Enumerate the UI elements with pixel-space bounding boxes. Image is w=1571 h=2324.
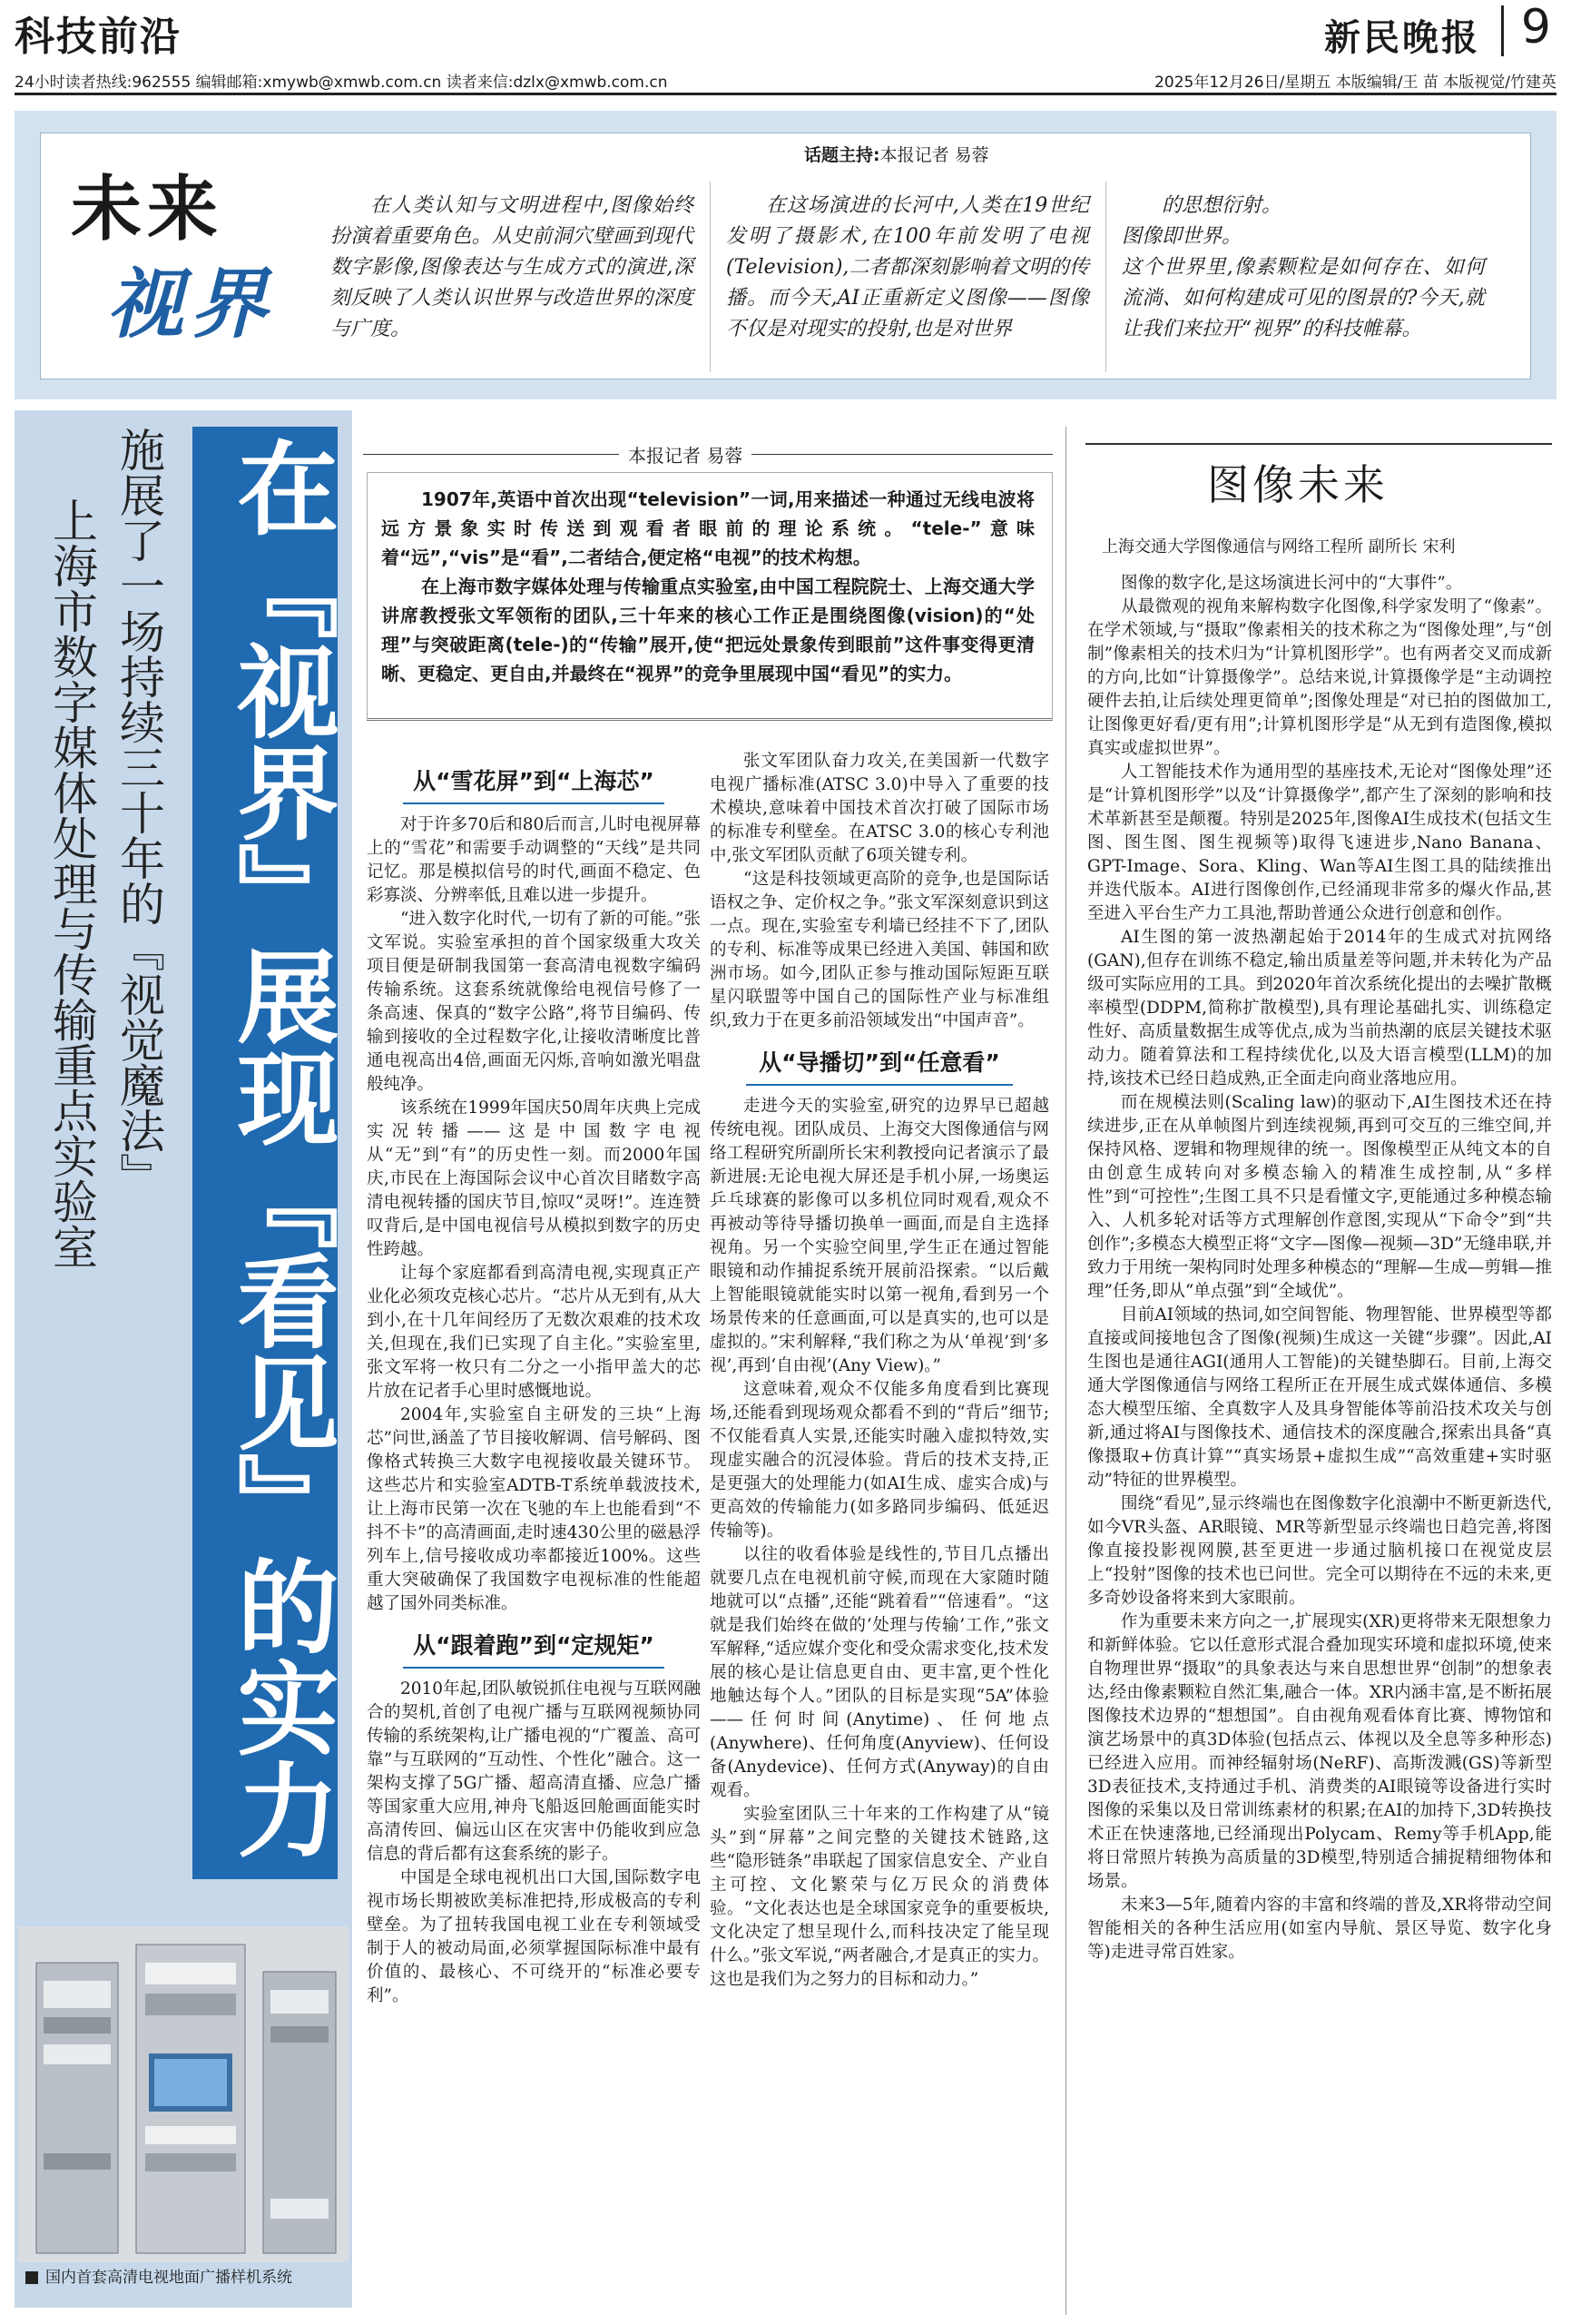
intro-text-1: 在人类认知与文明进程中,图像始终扮演着重要角色。从史前洞穴壁画到现代数字影像,图像表达与生成方式的演进,深刻反映了人类认识世界与改造世界的深度与广度。 xyxy=(330,194,693,340)
column-title: 图像未来 xyxy=(1207,460,1389,509)
contact-info: 24小时读者热线:962555 编辑邮箱:xmywb@xmwb.com.cn 读者来信:dzlx@xmwb.com.cn xyxy=(15,74,668,92)
subheading-standards: 从“跟着跑”到“定规矩” xyxy=(413,1632,654,1659)
paragraph: 对于许多70后和80后而言,儿时电视屏幕上的“雪花”和需要手动调整的“天线”是共同记忆。那是模拟信号的时代,画面不稳定、色彩寡淡、分辨率低,且难以进一步提升。 xyxy=(367,815,701,905)
masthead-divider xyxy=(1501,5,1504,56)
paragraph: 从最微观的视角来解构数字化图像,科学家发明了“像素”。在学术领域,与“摄取”像素相关的技术称之为“图像处理”,与“创制”像素相关的技术归为“计算机图形学”。也有两者交叉而成新的方向,比如“计算摄像学”。总结来说,计算摄像学是“主动调控硬件去拍,让后续处理更简单”;图像处理是“对已拍的图做加工,让图像更好看/更有用”;计算机图形学是“从无到有造图像,模拟真实或虚拟世界”。 xyxy=(1087,597,1552,758)
equipment-illustration xyxy=(18,1926,349,2262)
intro-text-2: 在这场演进的长河中,人类在19世纪发明了摄影术,在100年前发明了电视(Television),二者都深刻影响着文明的传播。而今天,AI正重新定义图像——图像不仅是对现实的投射,也是对世界 xyxy=(726,194,1089,340)
subheading-rule xyxy=(403,803,664,804)
date-editors: 2025年12月26日/星期五 本版编辑/王 苗 本版视觉/竹建英 xyxy=(1154,74,1556,92)
paragraph: 以往的收看体验是线性的,节目几点播出就要几点在电视机前守候,而现在大家随时随地就可以“点播”,还能“跳着看”“倍速看”。“这就是我们始终在做的‘处理与传输’工作,”张文军解释,“适应媒介变化和受众需求变化,技术发展的核心是让信息更自由、更丰富,更个性化地触达每个人。”团队的目标是实现“5A”体验——任何时间(Anytime)、任何地点(Anywhere)、任何角度(Anyview)、任何设备(Anydevice)、任何方式(Anyway)的自由观看。 xyxy=(710,1545,1049,1800)
caption-marker xyxy=(25,2271,38,2284)
paragraph: 让每个家庭都看到高清电视,实现真正产业化必须攻克核心芯片。“芯片从无到有,从大到小,在十几年间经历了无数次艰难的技术攻关,但现在,我们已实现了自主化。”实验室里,张文军将一枚只有二分之一小指甲盖大的芯片放在记者手心里时感慨地说。 xyxy=(367,1264,701,1401)
subheading-snow-screen: 从“雪花屏”到“上海芯” xyxy=(413,768,654,794)
paragraph: 这意味着,观众不仅能多角度看到比赛现场,还能看到现场观众都看不到的“背后”细节;不仅能看真人实景,还能实时融入虚拟特效,实现虚实融合的沉浸体验。背后的技术支持,正是更强大的处理能力(如AI生成、虚实合成)与更高效的传输能力(如多路同步编码、低延迟传输等)。 xyxy=(710,1380,1049,1541)
paragraph: AI生图的第一波热潮起始于2014年的生成式对抗网络(GAN),但存在训练不稳定,输出质量差等问题,并未转化为产品级可实际应用的工具。到2020年首次系统化提出的去噪扩散概率模型(DDPM,简称扩散模型),具有理论基础扎实、训练稳定性好、高质量数据生成等优点,成为当前热潮的底层关键技术驱动力。随着算法和工程持续优化,以及大语言模型(LLM)的加持,该技术已经日趋成熟,正全面走向商业落地应用。 xyxy=(1087,928,1552,1088)
top-rule xyxy=(15,93,1556,95)
column-tag-line1: 未来 xyxy=(71,169,224,251)
paragraph: “这是科技领域更高阶的竞争,也是国际话语权之争、定价权之争。”张文军深刻意识到这一点。现在,实验室专利墙已经挂不下了,团队的专利、标准等成果已经进入美国、韩国和欧洲市场。如今,团队正参与推动国际短距互联星闪联盟等中国自己的国际性产业与标准组织,致力于在更多前沿领域发出“中国声音”。 xyxy=(710,870,1049,1030)
article-column-1 xyxy=(367,763,701,2008)
column-title-rule xyxy=(1085,443,1552,445)
moderator-name: 本报记者 易蓉 xyxy=(879,145,989,165)
paragraph: 人工智能技术作为通用型的基座技术,无论对“图像处理”还是“计算机图形学”以及“计算摄像学”,都产生了深刻的影响和技术革新甚至是颠覆。特别是2025年,图像AI生成技术(包括文生图、图生图、图生视频等)取得飞速进步,Nano Banana、GPT-Image、Sora、Kling、Wan等AI生图工具的陆续推出并迭代版本。AI进行图像创作,已经涌现非常多的爆火作品,甚至进入平台生产力工具池,帮助普通公众进行创意和创作。 xyxy=(1087,763,1552,923)
paragraph: 未来3—5年,随着内容的丰富和终端的普及,XR将带动空间智能相关的各种生活应用(如室内导航、景区导览、数字化身等)走进寻常百姓家。 xyxy=(1087,1896,1552,1962)
main-headline: 在『视界』展现『看见』的实力 xyxy=(221,436,339,1859)
intro-text-3: 的思想衍射。 图像即世界。 这个世界里,像素颗粒是如何存在、如何流淌、如何构建成可见的图景的?今天,就让我们来拉开“视界”的科技帷幕。 xyxy=(1122,194,1485,340)
subtitle-line1: 施展了一场持续三十年的『视觉魔法』 xyxy=(113,427,165,1198)
paragraph: 围绕“看见”,显示终端也在图像数字化浪潮中不断更新迭代,如今VR头盔、AR眼镜、MR等新型显示终端也日趋完善,将图像直接投影视网膜,甚至更进一步通过脑机接口在视觉皮层上“投射”图像的技术也已问世。完全可以期待在不远的未来,更多奇妙设备将来到大家眼前。 xyxy=(1087,1494,1552,1608)
photo-caption xyxy=(25,2266,349,2290)
paragraph: 中国是全球电视机出口大国,国际数字电视市场长期被欧美标准把持,形成极高的专利壁垒。为了扭转我国电视工业在专利领域受制于人的被动局面,必须掌握国际标准中最有价值的、最核心、不可绕开的“标准必要专利”。 xyxy=(367,1868,701,2005)
lead-paragraph: 在上海市数字媒体处理与传输重点实验室,由中国工程院院士、上海交通大学讲席教授张文军领衔的团队,三十年来的核心工作正是围绕图像(vision)的“处理”与突破距离(tele-)的“传输”展开,使“把远处景象传到眼前”这件事变得更清晰、更稳定、更自由,并最终在“视界”的竞争里展现中国“看见”的实力。 xyxy=(381,576,1035,684)
paragraph: 走进今天的实验室,研究的边界早已超越传统电视。团队成员、上海交大图像通信与网络工程研究所副所长宋利教授向记者演示了最新进展:无论电视大屏还是手机小屏,一场奥运乒乓球赛的影像可以多机位同时观看,观众不再被动等待导播切换单一画面,而是自主选择视角。另一个实验空间里,学生正在通过智能眼镜和动作捕捉系统开展前沿探索。“以后戴上智能眼镜就能实时以第一视角,看到另一个场景传来的任意画面,可以是真实的,也可以是虚拟的。”宋利解释,“我们称之为从‘单视’到‘多视’,再到‘自由视’(Any View)。” xyxy=(710,1097,1049,1375)
lab-equipment-photo xyxy=(18,1926,349,2262)
paragraph: 作为重要未来方向之一,扩展现实(XR)更将带来无限想象力和新鲜体验。它以任意形式混合叠加现实环境和虚拟环境,使来自物理世界“摄取”的具象表达与来自思想世界“创制”的想象表达,经由像素颗粒自然汇集,融合一体。XR内涵丰富,是不断拓展图像技术边界的“想想国”。自由视角观看体育比赛、博物馆和演艺场景中的真3D体验(包括点云、体视以及全息等多种形态)已经进入应用。而神经辐射场(NeRF)、高斯泼溅(GS)等新型3D表征技术,支持通过手机、消费类的AI眼镜等设备进行实时图像的采集以及日常训练素材的积累;在AI的加持下,3D转换技术正在快速落地,已经涌现出Polycam、Remy等手机App,能将日常照片转换为高质量的3D模型,特别适合捕捉精细物体和场景。 xyxy=(1087,1612,1552,1891)
article-lead xyxy=(381,485,1035,688)
paragraph: 图像的数字化,是这场演进长河中的“大事件”。 xyxy=(1121,574,1463,593)
column-author: 上海交通大学图像通信与网络工程所 副所长 宋利 xyxy=(1102,537,1456,556)
section-title: 科技前沿 xyxy=(15,14,182,60)
article-byline: 本报记者 易蓉 xyxy=(619,441,751,468)
paragraph: 目前AI领域的热词,如空间智能、物理智能、世界模型等都直接或间接地包含了图像(视频)生成这一关键“步骤”。因此,AI生图也是通往AGI(通用人工智能)的关键垫脚石。目前,上海交通大学图像通信与网络工程所正在开展生成式媒体通信、多模态大模型压缩、全真数字人及具身智能体等前沿技术攻关与创新,通过将AI与图像技术、通信技术的深度融合,探索出具备“真像摄取+仿真计算”“真实场景+虚拟生成”“高效重建+实时驱动”特征的世界模型。 xyxy=(1087,1305,1552,1490)
opinion-column xyxy=(1087,572,1552,1965)
paragraph: 2004年,实验室自主研发的三块“上海芯”问世,涵盖了节目接收解调、信号解码、图像格式转换三大数字电视接收最关键环节。这些芯片和实验室ADTB-T系统单载波技术,让上海市民第一次在飞驰的车上也能看到“不抖不卡”的高清画面,走时速430公里的磁悬浮列车上,信号接收成功率都接近100%。这些重大突破确保了我国数字电视标准的性能超越了国外同类标准。 xyxy=(367,1405,701,1613)
moderator-credit xyxy=(804,142,989,166)
caption-text: 国内首套高清电视地面广播样机系统 xyxy=(45,2269,292,2287)
paragraph: “进入数字化时代,一切有了新的可能。”张文军说。实验室承担的首个国家级重大攻关项目便是研制我国第一套高清电视数字编码传输系统。这套系统就像给电视信号修了一条高速、保真的“数字公路”,将节目编码、传输到接收的全过程数字化,让接收清晰度比普通电视高出4倍,画面无闪烁,音响如激光唱盘般纯净。 xyxy=(367,910,701,1094)
paragraph: 实验室团队三十年来的工作构建了从“镜头”到“屏幕”之间完整的关键技术链路,这些“隐形链条”串联起了国家信息安全、产业自主可控、文化繁荣与亿万民众的消费体验。“文化表达也是全球国家竞争的重要板块,文化决定了想呈现什么,而科技决定了能呈现什么。”张文军说,“两者融合,才是真正的实力。这也是我们为之努力的目标和动力。” xyxy=(710,1805,1049,1989)
article-column-2 xyxy=(710,750,1049,1992)
subheading-rule xyxy=(746,1084,1013,1086)
paragraph: 张文军团队奋力攻关,在美国新一代数字电视广播标准(ATSC 3.0)中导入了重要的技术模块,意味着中国技术首次打破了国际市场的标准专利壁垒。在ATSC 3.0的核心专利池中,张文军团队贡献了6项关键专利。 xyxy=(710,752,1049,865)
intro-divider xyxy=(1105,182,1106,372)
subheading-any-view: 从“导播切”到“任意看” xyxy=(759,1049,1000,1076)
column-divider xyxy=(1065,427,1066,2315)
paragraph: 该系统在1999年国庆50周年庆典上完成实况转播——这是中国数字电视从“无”到“有”的历史性一刻。而2000年国庆,市民在上海国际会议中心首次目睹数字高清电视转播的国庆节目,惊叹“灵呀!”。连连赞叹背后,是中国电视信号从模拟到数字的历史性跨越。 xyxy=(367,1098,701,1259)
paragraph: 2010年起,团队敏锐抓住电视与互联网融合的契机,首创了电视广播与互联网视频协同传输的系统架构,让广播电视的“广覆盖、高可靠”与互联网的“互动性、个性化”融合。这一架构支撑了5G广播、超高清直播、应急广播等国家重大应用,神舟飞船返回舱画面能实时高清传回、偏远山区在灾害中仍能收到应急信息的背后都有这套系统的影子。 xyxy=(367,1679,701,1864)
paragraph: 而在规模法则(Scaling law)的驱动下,AI生图技术还在持续进步,正在从单帧图片到连续视频,再到可交互的三维空间,并保持风格、逻辑和物理规律的统一。图像模型正从纯文本的自由创意生成转向对多模态输入的精准生成控制,从“多样性”到“可控性”;生图工具不只是看懂文字,更能通过多种模态输入、人机多轮对话等方式理解创作意图,实现从“下命令”到“共创作”;多模态大模型正将“文字—图像—视频—3D”无缝串联,并致力于用统一架构同时处理多种模态的“理解—生成—剪辑—推理”任务,即从“单点强”到“全域优”。 xyxy=(1087,1093,1552,1301)
subtitle-line2: 上海市数字媒体处理与传输重点实验室 xyxy=(45,497,98,1269)
moderator-label: 话题主持: xyxy=(804,145,880,165)
column-tag-line2: 视界 xyxy=(107,259,275,349)
newspaper-logo: 新民晚报 xyxy=(1324,16,1480,59)
lead-paragraph: 1907年,英语中首次出现“television”一词,用来描述一种通过无线电波将远方景象实时传送到观看者眼前的理论系统。“tele-”意味着“远”,“vis”是“看”,二者结合,便定格“电视”的技术构想。 xyxy=(381,488,1035,568)
intro-divider xyxy=(710,182,711,372)
page-number: 9 xyxy=(1520,0,1551,54)
subheading-rule xyxy=(403,1667,664,1669)
